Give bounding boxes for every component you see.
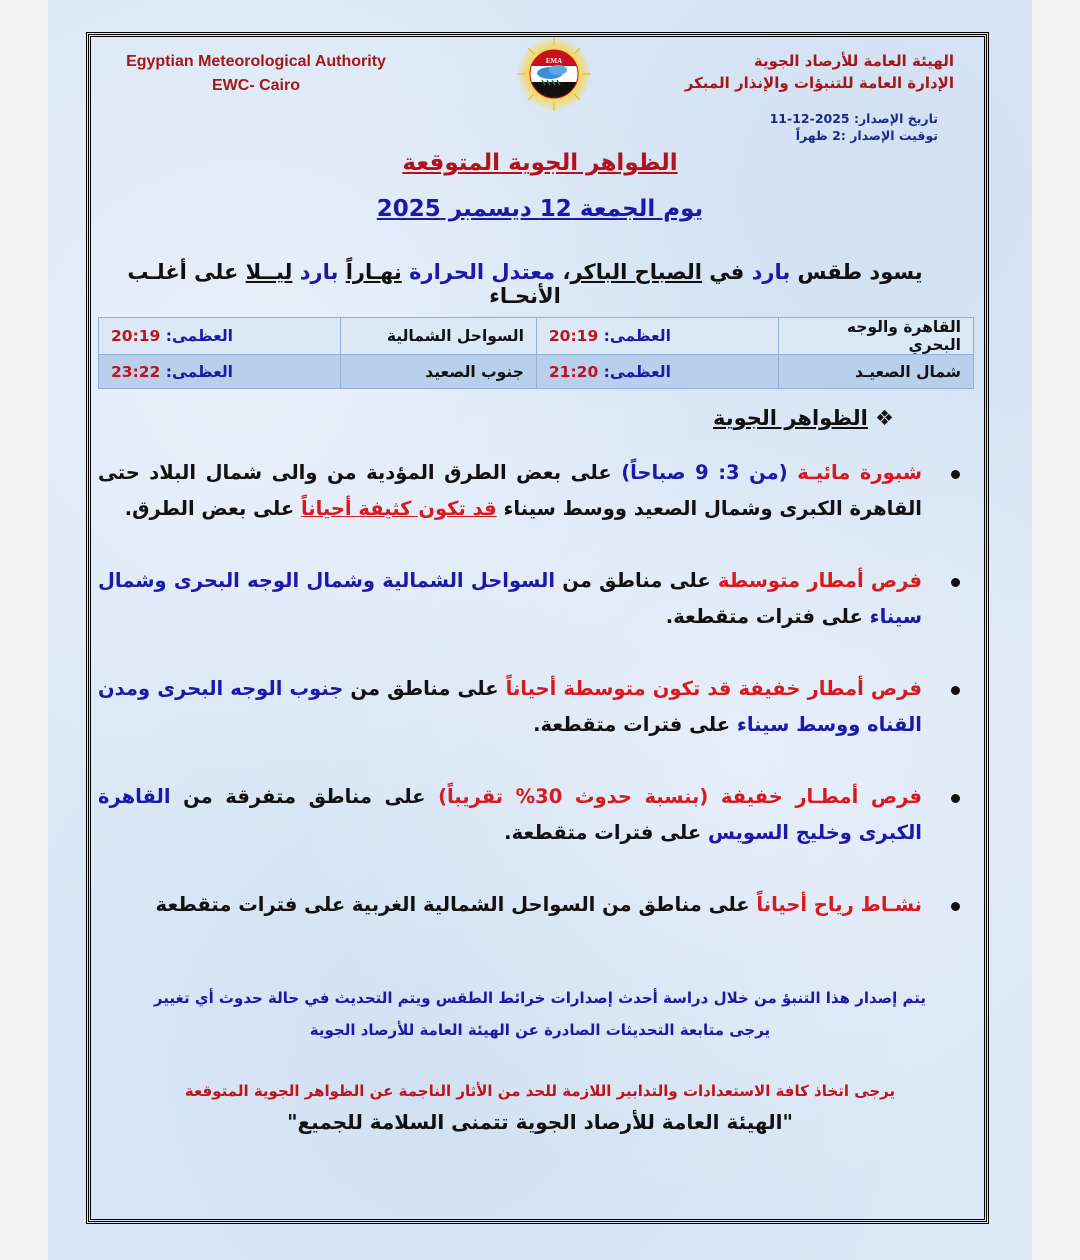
- list-item-moderate-rain: [98, 563, 962, 635]
- list-item-scattered-rain: [98, 779, 962, 851]
- phenomenon-name: نشـاط رياح أحياناً: [756, 893, 922, 916]
- safety-slogan: "الهيئة العامة للأرصاد الجوية تتمنى السلامة للجميع": [287, 1110, 793, 1134]
- summary-space: [292, 260, 299, 284]
- phenomenon-name: فرص أمطار متوسطة: [717, 569, 923, 592]
- issue-time-label: توقيت الإصدار :: [840, 128, 938, 143]
- table-row: [99, 355, 974, 389]
- summary-space: [402, 260, 409, 284]
- phenomena-list: [98, 455, 962, 959]
- region-name: السواحل الشمالية: [340, 318, 536, 355]
- issue-date: [770, 110, 938, 127]
- issue-date-label: تاريخ الإصدار:: [849, 111, 938, 126]
- english-header: [106, 50, 406, 98]
- summary-text: على أغلـب الأنحـاء: [127, 260, 561, 308]
- summary-cold: بارد: [751, 260, 791, 284]
- english-center-name: EWC- Cairo: [212, 77, 300, 94]
- summary-space: [338, 260, 345, 284]
- summary-text: ،: [555, 260, 571, 284]
- english-org-name: Egyptian Meteorological Authority: [126, 53, 386, 70]
- phenomenon-name: شبورة مائيـة: [797, 461, 922, 484]
- summary-moderate: معتدل الحرارة: [409, 260, 556, 284]
- summary-early-morning: الصباح الباكر: [570, 260, 702, 284]
- arabic-dept-name: الإدارة العامة للتنبؤات والإنذار المبكر: [684, 74, 954, 92]
- update-note-line: يتم إصدار هذا التنبؤ من خلال دراسة أحدث إصدارات خرائط الطقس ويتم التحديث في حالة حدوث أي تغيير: [153, 989, 927, 1007]
- max-temp-cell: [99, 355, 341, 389]
- region-name: القاهرة والوجه البحري: [778, 318, 973, 355]
- phenomenon-detail: على فترات متقطعة.: [504, 821, 708, 844]
- arabic-header: [685, 50, 954, 94]
- diamond-bullet-icon: ❖: [875, 406, 894, 430]
- phenomenon-detail: على مناطق من السواحل الشمالية الغربية على فترات متقطعة: [155, 893, 757, 916]
- phenomenon-detail: على مناطق من: [555, 569, 718, 592]
- arabic-org-name: الهيئة العامة للأرصاد الجوية: [753, 52, 954, 70]
- summary-cold-night: بارد: [299, 260, 339, 284]
- max-temp-value: 20:19: [111, 327, 161, 345]
- summary-text: يسود طقس: [790, 260, 923, 284]
- phenomena-heading-text: الظواهر الجوية: [713, 406, 868, 430]
- region-name: جنوب الصعيد: [340, 355, 536, 389]
- max-temp-cell: [536, 318, 778, 355]
- phenomenon-time: (من 3: 9 صباحاً): [621, 461, 798, 484]
- phenomena-heading: [713, 406, 894, 430]
- max-label: العظمى:: [160, 327, 233, 345]
- phenomenon-detail: على مناطق من: [343, 677, 506, 700]
- forecast-page: [48, 0, 1032, 1260]
- summary-night: ليــلا: [245, 260, 293, 284]
- precaution-warning: يرجى اتخاذ كافة الاستعدادات والتدابير اللازمة للحد من الأثار الناجمة عن الظواهر الجوية المتوقعة: [184, 1082, 896, 1100]
- phenomenon-intensity: قد تكون كثيفة أحياناً: [300, 497, 497, 520]
- issue-date-value: 2025-12-11: [769, 111, 850, 126]
- summary-daytime: نهـاراً: [345, 260, 402, 284]
- issue-info: [770, 110, 938, 144]
- svg-text:EMA: EMA: [545, 57, 563, 65]
- phenomenon-regions: السواحل الشمالية وشمال الوجه البحرى وشمال سيناء: [98, 569, 922, 628]
- region-name: شمال الصعيـد: [778, 355, 973, 389]
- phenomenon-name: فرص أمطـار خفيفة (بنسبة حدوث 30% تقريباً): [438, 785, 922, 808]
- issue-time-value: 2 ظهراً: [795, 128, 841, 143]
- phenomenon-detail: على فترات متقطعة.: [665, 605, 870, 628]
- ema-logo-icon: [516, 36, 592, 112]
- table-row: [99, 318, 974, 355]
- max-temp-value: 20:19: [548, 327, 599, 345]
- page-title: الظواهر الجوية المتوقعة: [402, 150, 678, 176]
- phenomenon-detail: على مناطق متفرقة من: [170, 785, 439, 808]
- phenomenon-detail: على بعض الطرق المؤدية من والى شمال البلاد حتى القاهرة الكبرى وشمال الصعيد ووسط سيناء: [98, 461, 922, 520]
- phenomenon-detail: على بعض الطرق.: [124, 497, 301, 520]
- max-temp-cell: [99, 318, 341, 355]
- weather-summary: [108, 260, 942, 308]
- list-item-fog: [98, 455, 962, 527]
- list-item-wind: [98, 887, 962, 923]
- issue-time: [770, 127, 938, 144]
- phenomenon-detail: على فترات متقطعة.: [533, 713, 737, 736]
- phenomenon-regions: جنوب الوجه البحرى ومدن القناه ووسط سيناء: [98, 677, 922, 736]
- temperature-table: [98, 317, 974, 389]
- follow-updates-line: يرجى متابعة التحديثات الصادرة عن الهيئة العامة للأرصاد الجوية: [309, 1021, 771, 1039]
- max-label: العظمى:: [598, 362, 671, 381]
- list-item-light-rain: [98, 671, 962, 743]
- max-label: العظمى:: [598, 327, 671, 345]
- summary-text: في: [701, 260, 752, 284]
- forecast-date: يوم الجمعة 12 ديسمبر 2025: [376, 196, 704, 222]
- phenomenon-name: فرص أمطار خفيفة قد تكون متوسطة أحياناً: [505, 677, 922, 700]
- max-temp-value: 21:20: [548, 362, 599, 381]
- update-note: [108, 982, 972, 1046]
- phenomenon-regions: القاهرة الكبرى وخليج السويس: [98, 785, 922, 844]
- max-temp-cell: [536, 355, 778, 389]
- max-label: العظمى:: [160, 362, 233, 381]
- max-temp-value: 23:22: [111, 362, 161, 381]
